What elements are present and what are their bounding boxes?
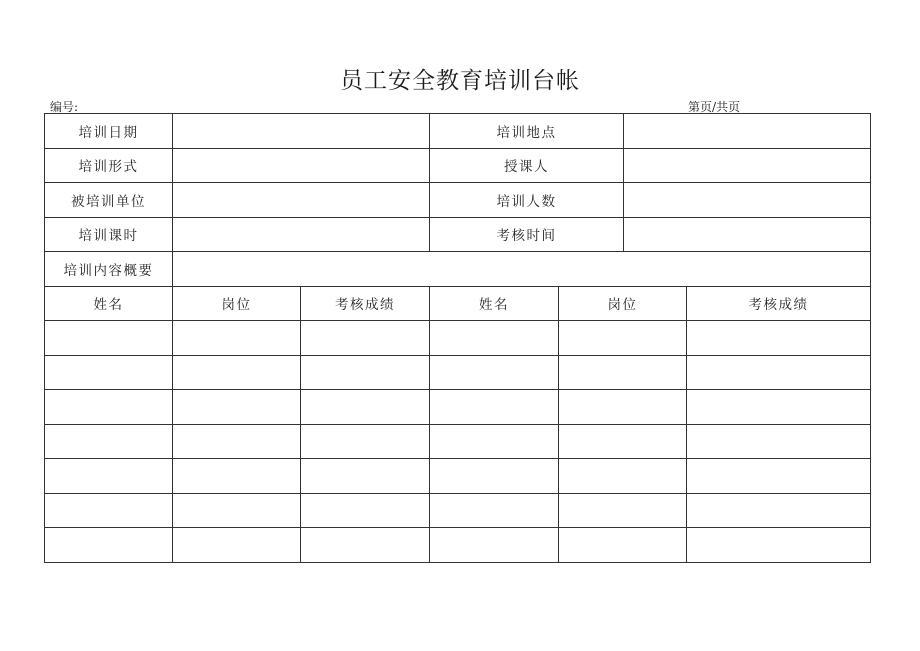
name-cell[interactable] xyxy=(430,390,559,425)
table-row xyxy=(45,424,871,459)
training-location-field[interactable] xyxy=(624,114,871,149)
score-cell[interactable] xyxy=(687,528,871,563)
name-cell[interactable] xyxy=(45,424,173,459)
training-ledger-table xyxy=(44,113,871,563)
score-cell[interactable] xyxy=(301,424,430,459)
table-row xyxy=(45,321,871,356)
exam-time-label: 考核时间 xyxy=(430,217,624,252)
score-cell[interactable] xyxy=(301,459,430,494)
name-cell[interactable] xyxy=(45,493,173,528)
score-cell[interactable] xyxy=(301,528,430,563)
name-cell[interactable] xyxy=(430,493,559,528)
table-row xyxy=(45,355,871,390)
name-cell[interactable] xyxy=(45,459,173,494)
position-cell[interactable] xyxy=(559,459,687,494)
training-date-label: 培训日期 xyxy=(45,114,173,149)
position-cell[interactable] xyxy=(559,321,687,356)
content-summary-row xyxy=(45,252,871,287)
name-cell[interactable] xyxy=(45,355,173,390)
training-hours-label: 培训课时 xyxy=(45,217,173,252)
position-cell[interactable] xyxy=(173,355,301,390)
name-cell[interactable] xyxy=(45,321,173,356)
training-date-field[interactable] xyxy=(173,114,430,149)
position-cell[interactable] xyxy=(173,493,301,528)
position-cell[interactable] xyxy=(559,528,687,563)
score-cell[interactable] xyxy=(301,493,430,528)
training-format-label: 培训形式 xyxy=(45,148,173,183)
column-header-position: 岗位 xyxy=(559,286,687,321)
table-row xyxy=(45,390,871,425)
score-cell[interactable] xyxy=(687,424,871,459)
instructor-field[interactable] xyxy=(624,148,871,183)
instructor-label: 授课人 xyxy=(430,148,624,183)
page-title: 员工安全教育培训台帐 xyxy=(340,68,580,94)
trainee-count-field[interactable] xyxy=(624,183,871,218)
column-header-name: 姓名 xyxy=(430,286,559,321)
score-cell[interactable] xyxy=(687,459,871,494)
score-cell[interactable] xyxy=(687,355,871,390)
name-cell[interactable] xyxy=(430,528,559,563)
name-cell[interactable] xyxy=(430,321,559,356)
table-row xyxy=(45,459,871,494)
document-number-label: 编号: xyxy=(50,100,79,114)
score-cell[interactable] xyxy=(301,390,430,425)
score-cell[interactable] xyxy=(301,355,430,390)
table-row xyxy=(45,493,871,528)
info-row xyxy=(45,183,871,218)
training-format-field[interactable] xyxy=(173,148,430,183)
table-row xyxy=(45,528,871,563)
name-cell[interactable] xyxy=(45,390,173,425)
position-cell[interactable] xyxy=(173,390,301,425)
name-cell[interactable] xyxy=(430,424,559,459)
page-count-label: 第页/共页 xyxy=(688,100,741,114)
column-header-score: 考核成绩 xyxy=(687,286,871,321)
column-header-name: 姓名 xyxy=(45,286,173,321)
trainee-count-label: 培训人数 xyxy=(430,183,624,218)
position-cell[interactable] xyxy=(559,493,687,528)
score-cell[interactable] xyxy=(687,390,871,425)
info-row xyxy=(45,114,871,149)
position-cell[interactable] xyxy=(173,424,301,459)
column-header-position: 岗位 xyxy=(173,286,301,321)
info-row xyxy=(45,148,871,183)
position-cell[interactable] xyxy=(173,528,301,563)
position-cell[interactable] xyxy=(559,424,687,459)
name-cell[interactable] xyxy=(45,528,173,563)
score-cell[interactable] xyxy=(301,321,430,356)
name-cell[interactable] xyxy=(430,355,559,390)
score-cell[interactable] xyxy=(687,321,871,356)
exam-time-field[interactable] xyxy=(624,217,871,252)
training-hours-field[interactable] xyxy=(173,217,430,252)
content-summary-field[interactable] xyxy=(173,252,871,287)
roster-header-row xyxy=(45,286,871,321)
score-cell[interactable] xyxy=(687,493,871,528)
content-summary-label: 培训内容概要 xyxy=(45,252,173,287)
training-location-label: 培训地点 xyxy=(430,114,624,149)
position-cell[interactable] xyxy=(173,321,301,356)
column-header-score: 考核成绩 xyxy=(301,286,430,321)
position-cell[interactable] xyxy=(559,355,687,390)
info-row xyxy=(45,217,871,252)
position-cell[interactable] xyxy=(559,390,687,425)
position-cell[interactable] xyxy=(173,459,301,494)
trainee-unit-field[interactable] xyxy=(173,183,430,218)
name-cell[interactable] xyxy=(430,459,559,494)
trainee-unit-label: 被培训单位 xyxy=(45,183,173,218)
